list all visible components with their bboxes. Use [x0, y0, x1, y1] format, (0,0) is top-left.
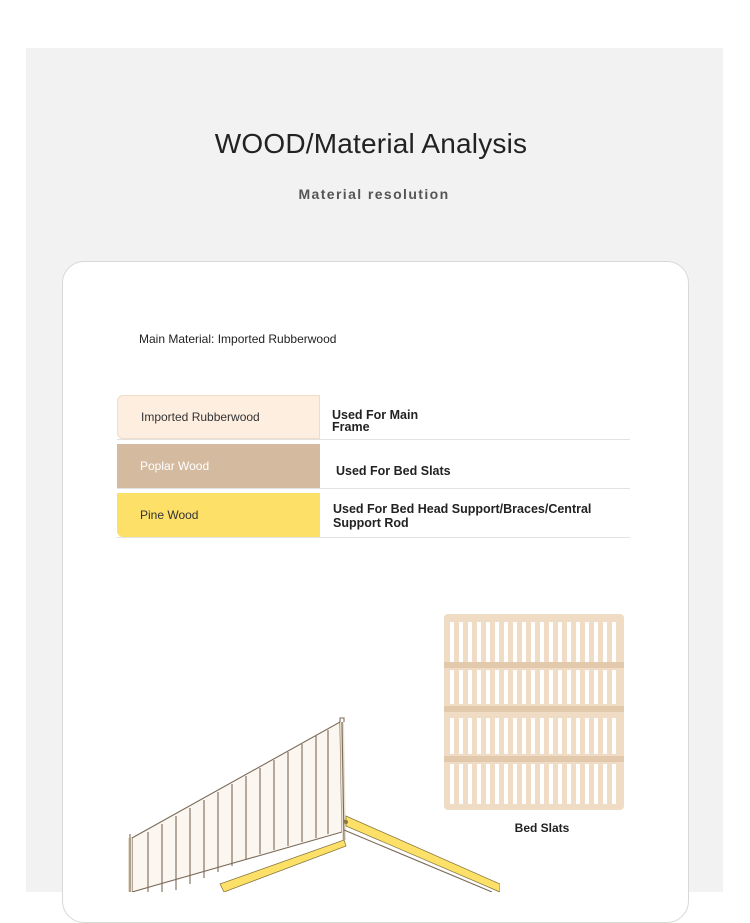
material-name: Imported Rubberwood	[141, 410, 260, 424]
page-title: WOOD/Material Analysis	[214, 128, 528, 159]
material-swatch	[117, 395, 320, 439]
page-subtitle: Material resolution	[298, 186, 450, 202]
bed-slats-label: Bed Slats	[514, 821, 570, 835]
material-use: Used For Main Frame	[332, 408, 419, 434]
main-material-label: Main Material: Imported Rubberwood	[139, 332, 337, 346]
material-name: Pine Wood	[140, 508, 199, 522]
material-row	[117, 444, 630, 489]
material-row	[117, 395, 630, 440]
material-swatch	[117, 493, 320, 537]
material-swatch	[117, 444, 320, 488]
material-use: Used For Bed Head Support/Braces/Central Support Rod	[333, 502, 592, 530]
bed-frame-image	[120, 712, 500, 892]
material-row	[117, 493, 630, 538]
material-use: Used For Bed Slats	[336, 464, 451, 478]
material-name: Poplar Wood	[140, 459, 210, 473]
